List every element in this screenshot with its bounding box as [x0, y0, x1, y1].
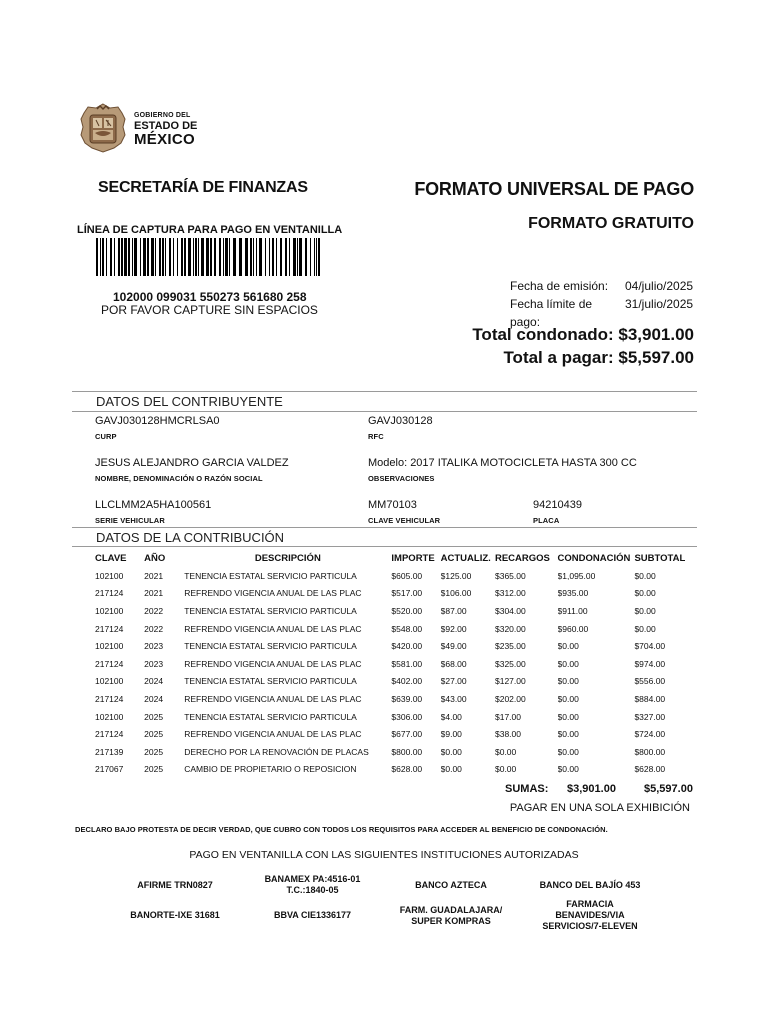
institucion-farmacia-line2: BENAVIDES/VIA — [555, 910, 625, 920]
barcode — [96, 238, 320, 276]
col-header-actualiz: ACTUALIZ. — [440, 552, 491, 564]
barcode-bar — [256, 238, 257, 276]
cell-subtotal: $628.00 — [634, 764, 666, 775]
barcode-bar — [280, 238, 282, 276]
barcode-bar — [316, 238, 317, 276]
table-row — [92, 567, 696, 585]
placa-value: 94210439 — [533, 499, 582, 511]
cell-subtotal: $0.00 — [634, 605, 656, 616]
institucion-bbva-label: BBVA CIE1336177 — [273, 910, 352, 920]
barcode-bar — [118, 238, 120, 276]
cell-subtotal: $800.00 — [634, 746, 666, 757]
barcode-bar — [140, 238, 141, 276]
cell-descripcion: CAMBIO DE PROPIETARIO O REPOSICION — [184, 764, 357, 775]
cell-condonacion: $0.00 — [557, 676, 579, 687]
cell-subtotal: $704.00 — [634, 641, 666, 652]
cell-anio: 2022 — [144, 605, 164, 616]
table-row — [92, 708, 696, 726]
col-header-recargos: RECARGOS — [494, 552, 550, 564]
cell-actualiz: $49.00 — [440, 641, 467, 652]
curp-label: CURP — [95, 432, 117, 441]
sumas-condonacion: $3,901.00 — [567, 783, 616, 795]
cell-recargos: $17.00 — [494, 711, 521, 722]
institucion-farm-gdl-line1: FARM. GUADALAJARA/ — [399, 905, 503, 915]
capture-line-label: LÍNEA DE CAPTURA PARA PAGO EN VENTANILLA — [77, 224, 343, 236]
placa-label: PLACA — [533, 516, 560, 525]
barcode-bar — [229, 238, 230, 276]
formato-subtitle: FORMATO GRATUITO — [528, 215, 694, 232]
cell-subtotal: $0.00 — [634, 623, 656, 634]
table-row — [92, 620, 696, 638]
table-row — [92, 637, 696, 655]
cell-condonacion: $1,095.00 — [557, 570, 596, 581]
institucion-afirme — [115, 880, 235, 891]
cell-descripcion: REFRENDO VIGENCIA ANUAL DE LAS PLAC — [184, 623, 362, 634]
observaciones-label: OBSERVACIONES — [368, 474, 435, 483]
table-row — [92, 655, 696, 673]
nombre-value: JESUS ALEJANDRO GARCIA VALDEZ — [95, 457, 289, 469]
barcode-bar — [184, 238, 186, 276]
barcode-bar — [134, 238, 137, 276]
cell-condonacion: $0.00 — [557, 729, 579, 740]
total-condonado: Total condonado: $3,901.00 — [472, 325, 694, 344]
table-row — [92, 602, 696, 620]
col-header-condonacion: CONDONACIÓN — [557, 552, 631, 564]
cell-descripcion: TENENCIA ESTATAL SERVICIO PARTICULA — [184, 605, 357, 616]
divider — [72, 527, 697, 528]
cell-condonacion: $960.00 — [557, 623, 589, 634]
cell-importe: $581.00 — [391, 658, 423, 669]
cell-condonacion: $911.00 — [557, 605, 588, 616]
contribuyente-section-title: DATOS DEL CONTRIBUYENTE — [96, 394, 283, 409]
cell-condonacion: $0.00 — [557, 746, 579, 757]
nombre-label: NOMBRE, DENOMINACIÓN O RAZÓN SOCIAL — [95, 474, 263, 483]
institucion-farmacia-line3: SERVICIOS/7-ELEVEN — [542, 921, 638, 931]
barcode-bar — [285, 238, 287, 276]
institucion-banco-azteca-label: BANCO AZTECA — [415, 880, 487, 890]
cell-clave: 102100 — [95, 711, 124, 722]
total-a-pagar: Total a pagar: $5,597.00 — [503, 348, 694, 367]
divider — [72, 391, 697, 392]
cell-descripcion: REFRENDO VIGENCIA ANUAL DE LAS PLAC — [184, 588, 362, 599]
divider — [72, 546, 697, 547]
cell-recargos: $320.00 — [494, 623, 526, 634]
cell-subtotal: $0.00 — [634, 570, 656, 581]
barcode-bar — [155, 238, 156, 276]
cell-descripcion: TENENCIA ESTATAL SERVICIO PARTICULA — [184, 570, 357, 581]
institucion-banamex-line2: T.C.:1840-05 — [286, 885, 339, 895]
cell-clave: 217124 — [95, 588, 124, 599]
cell-anio: 2025 — [144, 764, 164, 775]
serie-value: LLCLMM2A5HA100561 — [95, 499, 212, 511]
col-header-anio: AÑO — [144, 552, 166, 564]
table-row — [92, 743, 696, 761]
serie-label: SERIE VEHICULAR — [95, 516, 165, 525]
institucion-banamex — [245, 874, 380, 896]
barcode-bar — [162, 238, 164, 276]
cell-importe: $402.00 — [391, 676, 423, 687]
rfc-value: GAVJ030128 — [368, 415, 433, 427]
cell-importe: $517.00 — [391, 588, 423, 599]
barcode-bar — [201, 238, 204, 276]
divider — [72, 411, 697, 412]
cell-importe: $520.00 — [391, 605, 423, 616]
cell-importe: $306.00 — [391, 711, 423, 722]
barcode-bar — [214, 238, 216, 276]
barcode-bar — [188, 238, 191, 276]
fecha-emision-value: 04/julio/2025 — [625, 279, 694, 293]
cell-recargos: $202.00 — [494, 693, 526, 704]
observaciones-value: Modelo: 2017 ITALIKA MOTOCICLETA HASTA 300 CC — [368, 457, 637, 469]
col-header-importe: IMPORTE — [391, 552, 435, 564]
table-row — [92, 690, 696, 708]
barcode-bar — [106, 238, 107, 276]
barcode-bar — [276, 238, 277, 276]
barcode-bar — [269, 238, 270, 276]
cell-clave: 217124 — [95, 623, 124, 634]
cell-condonacion: $0.00 — [557, 693, 579, 704]
fecha-emision-label: Fecha de emisión: — [510, 279, 609, 293]
cell-actualiz: $68.00 — [440, 658, 467, 669]
cell-condonacion: $0.00 — [557, 711, 579, 722]
cell-anio: 2021 — [144, 570, 164, 581]
sumas-subtotal: $5,597.00 — [644, 783, 693, 795]
table-row — [92, 673, 696, 691]
formato-title: FORMATO UNIVERSAL DE PAGO — [414, 179, 694, 199]
cell-actualiz: $4.00 — [440, 711, 462, 722]
cell-clave: 217139 — [95, 746, 124, 757]
barcode-bar — [198, 238, 199, 276]
institucion-farmacias-guadalajara — [385, 905, 517, 927]
cell-anio: 2022 — [144, 623, 164, 634]
barcode-bar — [132, 238, 133, 276]
barcode-bar — [165, 238, 166, 276]
cell-actualiz: $87.00 — [440, 605, 467, 616]
cell-clave: 102100 — [95, 641, 124, 652]
estado-de-mexico-seal-logo — [80, 103, 126, 153]
cell-actualiz: $9.00 — [440, 729, 462, 740]
cell-anio: 2024 — [144, 693, 164, 704]
gobierno-estado-mexico-wordmark — [134, 112, 197, 147]
table-row — [92, 725, 696, 743]
gov-line-1: GOBIERNO DEL — [134, 112, 191, 119]
barcode-bar — [121, 238, 123, 276]
barcode-bar — [151, 238, 154, 276]
curp-value: GAVJ030128HMCRLSA0 — [95, 415, 220, 427]
barcode-bar — [159, 238, 161, 276]
col-header-subtotal: SUBTOTAL — [634, 552, 686, 564]
barcode-bar — [193, 238, 194, 276]
barcode-bar — [169, 238, 171, 276]
rfc-label: RFC — [368, 432, 384, 441]
cell-recargos: $235.00 — [494, 641, 526, 652]
barcode-bar — [114, 238, 115, 276]
institucion-banamex-line1: BANAMEX PA:4516-01 — [264, 874, 361, 884]
barcode-bar — [310, 238, 311, 276]
barcode-bar — [96, 238, 98, 276]
cell-subtotal: $327.00 — [634, 711, 666, 722]
fecha-emision-row — [510, 277, 693, 295]
barcode-bar — [318, 238, 320, 276]
fecha-limite-value: 31/julio/2025 — [625, 297, 694, 311]
institucion-banco-bajio-label: BANCO DEL BAJÍO 453 — [539, 880, 641, 890]
cell-descripcion: TENENCIA ESTATAL SERVICIO PARTICULA — [184, 641, 357, 652]
barcode-bar — [314, 238, 315, 276]
cell-descripcion: TENENCIA ESTATAL SERVICIO PARTICULA — [184, 711, 357, 722]
cell-clave: 102100 — [95, 605, 124, 616]
barcode-bar — [253, 238, 254, 276]
cell-recargos: $38.00 — [494, 729, 521, 740]
fecha-limite-label: Fecha límite de pago: — [510, 297, 593, 329]
cell-recargos: $325.00 — [494, 658, 526, 669]
cell-descripcion: REFRENDO VIGENCIA ANUAL DE LAS PLAC — [184, 729, 362, 740]
cell-actualiz: $92.00 — [440, 623, 467, 634]
cell-actualiz: $106.00 — [440, 588, 472, 599]
cell-recargos: $312.00 — [494, 588, 526, 599]
capture-note: POR FAVOR CAPTURE SIN ESPACIOS — [101, 303, 318, 317]
cell-condonacion: $0.00 — [557, 641, 579, 652]
institucion-banorte — [115, 910, 235, 921]
barcode-bar — [210, 238, 212, 276]
barcode-bar — [128, 238, 130, 276]
clave-vehicular-label: CLAVE VEHICULAR — [368, 516, 441, 525]
cell-importe: $420.00 — [391, 641, 423, 652]
cell-anio: 2025 — [144, 711, 164, 722]
secretaria-title: SECRETARÍA DE FINANZAS — [98, 179, 308, 196]
cell-condonacion: $935.00 — [557, 588, 589, 599]
cell-clave: 217124 — [95, 693, 124, 704]
barcode-bar — [110, 238, 112, 276]
col-header-clave: CLAVE — [95, 552, 127, 564]
barcode-bar — [143, 238, 146, 276]
cell-importe: $628.00 — [391, 764, 423, 775]
barcode-bar — [265, 238, 266, 276]
barcode-bar — [181, 238, 183, 276]
col-header-descripcion: DESCRIPCIÓN — [254, 552, 321, 564]
cell-importe: $800.00 — [391, 746, 423, 757]
cell-recargos: $127.00 — [494, 676, 526, 687]
cell-clave: 217067 — [95, 764, 124, 775]
barcode-bar — [239, 238, 242, 276]
cell-importe: $677.00 — [391, 729, 423, 740]
table-row — [92, 585, 696, 603]
institucion-banco-azteca — [385, 880, 517, 891]
barcode-bar — [173, 238, 174, 276]
cell-recargos: $0.00 — [494, 764, 517, 775]
contribucion-section-title: DATOS DE LA CONTRIBUCIÓN — [96, 530, 285, 545]
barcode-bar — [272, 238, 274, 276]
cell-importe: $639.00 — [391, 693, 423, 704]
barcode-bar — [299, 238, 302, 276]
cell-anio: 2025 — [144, 746, 164, 757]
cell-recargos: $304.00 — [494, 605, 526, 616]
cell-anio: 2021 — [144, 588, 164, 599]
sumas-label: SUMAS: — [505, 783, 549, 795]
barcode-bar — [245, 238, 248, 276]
barcode-bar — [147, 238, 149, 276]
cell-subtotal: $556.00 — [634, 676, 666, 687]
barcode-bar — [225, 238, 228, 276]
cell-clave: 102100 — [95, 676, 124, 687]
cell-subtotal: $0.00 — [634, 588, 656, 599]
cell-anio: 2024 — [144, 676, 164, 687]
cell-actualiz: $0.00 — [440, 746, 462, 757]
barcode-bar — [177, 238, 178, 276]
cell-condonacion: $0.00 — [557, 658, 579, 669]
instituciones-title: PAGO EN VENTANILLA CON LAS SIGUIENTES INSTITUCIONES AUTORIZADAS — [189, 849, 579, 861]
cell-clave: 217124 — [95, 729, 124, 740]
capture-number: 102000 099031 550273 561680 258 — [113, 290, 307, 304]
barcode-bar — [305, 238, 307, 276]
barcode-bar — [124, 238, 127, 276]
cell-anio: 2023 — [144, 641, 164, 652]
barcode-bar — [206, 238, 209, 276]
institucion-bbva — [245, 910, 380, 921]
barcode-bar — [250, 238, 252, 276]
cell-descripcion: TENENCIA ESTATAL SERVICIO PARTICULA — [184, 676, 357, 687]
cell-actualiz: $0.00 — [440, 764, 462, 775]
table-header-row — [92, 549, 696, 567]
cell-descripcion: REFRENDO VIGENCIA ANUAL DE LAS PLAC — [184, 658, 362, 669]
barcode-bar — [195, 238, 197, 276]
barcode-bar — [259, 238, 262, 276]
pagar-una-sola-exhibicion: PAGAR EN UNA SOLA EXHIBICIÓN — [509, 802, 690, 814]
barcode-bar — [289, 238, 290, 276]
cell-importe: $605.00 — [391, 570, 423, 581]
cell-condonacion: $0.00 — [557, 764, 579, 775]
cell-actualiz: $125.00 — [440, 570, 472, 581]
institucion-farmacia-line1: FARMACIA — [566, 899, 614, 909]
institucion-afirme-label: AFIRME TRN0827 — [137, 880, 213, 890]
barcode-bar — [102, 238, 104, 276]
cell-recargos: $0.00 — [494, 746, 517, 757]
barcode-bar — [223, 238, 224, 276]
barcode-bar — [233, 238, 236, 276]
cell-actualiz: $27.00 — [440, 676, 467, 687]
institucion-farm-gdl-line2: SUPER KOMPRAS — [411, 916, 491, 926]
cell-actualiz: $43.00 — [440, 693, 467, 704]
dates-block — [510, 277, 693, 331]
cell-clave: 102100 — [95, 570, 124, 581]
cell-recargos: $365.00 — [494, 570, 526, 581]
declaracion-text: DECLARO BAJO PROTESTA DE DECIR VERDAD, QUE CUBRO CON TODOS LOS REQUISITOS PARA ACCEDER AL BENEFICIO DE CONDONACIÓN. — [75, 825, 608, 834]
barcode-bar — [100, 238, 101, 276]
cell-subtotal: $974.00 — [634, 658, 666, 669]
cell-subtotal: $724.00 — [634, 729, 666, 740]
cell-anio: 2023 — [144, 658, 164, 669]
barcode-bar — [297, 238, 298, 276]
cell-clave: 217124 — [95, 658, 124, 669]
clave-vehicular-value: MM70103 — [368, 499, 417, 511]
barcode-bar — [219, 238, 221, 276]
barcode-bar — [293, 238, 296, 276]
cell-subtotal: $884.00 — [634, 693, 666, 704]
cell-descripcion: DERECHO POR LA RENOVACIÓN DE PLACAS — [184, 746, 369, 757]
table-row — [92, 761, 696, 779]
gov-line-3: MÉXICO — [134, 131, 195, 148]
cell-importe: $548.00 — [391, 623, 423, 634]
gov-line-2: ESTADO DE — [134, 120, 198, 132]
institucion-banorte-label: BANORTE-IXE 31681 — [130, 910, 220, 920]
institucion-farmacia-benavides — [520, 899, 660, 932]
contribucion-table — [92, 549, 696, 778]
cell-descripcion: REFRENDO VIGENCIA ANUAL DE LAS PLAC — [184, 693, 362, 704]
institucion-banco-bajio — [520, 880, 660, 891]
cell-anio: 2025 — [144, 729, 164, 740]
